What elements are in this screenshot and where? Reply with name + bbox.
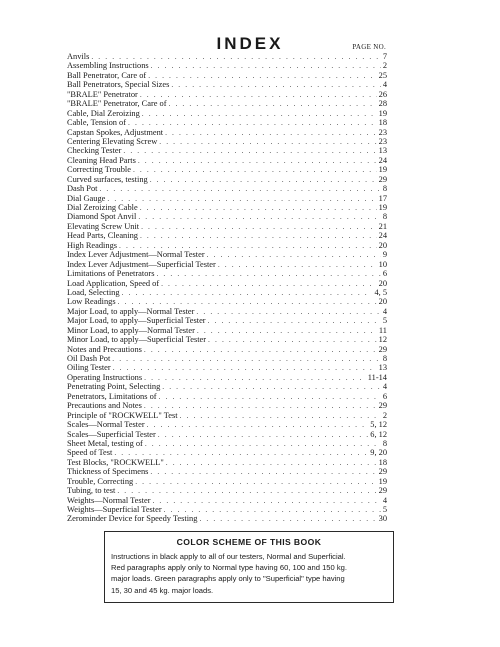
index-entry-page: 20: [378, 278, 387, 288]
index-entry-page: 9, 20: [370, 448, 387, 458]
index-entry-term: Thickness of Specimens: [67, 467, 149, 477]
dot-leader: [138, 156, 377, 165]
index-entry-page: 8: [382, 354, 387, 363]
index-entry-page: 23: [378, 136, 387, 146]
index-entry: [67, 184, 387, 193]
dot-leader: [148, 71, 376, 80]
index-entry-page: 24: [378, 231, 387, 241]
index-entry-page: 5, 12: [370, 420, 387, 430]
page-title: INDEX: [216, 34, 284, 53]
dot-leader: [151, 61, 381, 70]
index-entry-term: Load, Selecting: [67, 287, 120, 297]
index-entry: [67, 420, 387, 429]
index-entry-term: Zerominder Device for Speedy Testing: [67, 514, 198, 524]
index-entry-term: Oiling Tester: [67, 363, 111, 373]
index-entry: [67, 467, 387, 476]
index-entry-page: 21: [378, 221, 387, 231]
index-entry-term: Index Lever Adjustment—Normal Tester: [67, 250, 205, 260]
dot-leader: [142, 109, 377, 118]
index-entry-page: 19: [378, 203, 387, 212]
dot-leader: [147, 420, 369, 429]
index-entry: [67, 307, 387, 316]
index-entries-list: [67, 52, 387, 524]
index-entry-page: 24: [378, 155, 387, 165]
index-entry: [67, 90, 387, 99]
index-entry-term: Weights—Superficial Tester: [67, 505, 162, 514]
index-entry: [67, 335, 387, 344]
index-entry-page: 2: [382, 61, 387, 71]
dot-leader: [138, 212, 380, 221]
index-entry-term: Anvils: [67, 52, 90, 61]
index-entry-page: 19: [378, 476, 387, 486]
color-scheme-box: [104, 531, 394, 603]
dot-leader: [91, 52, 380, 61]
index-entry: [67, 345, 387, 354]
index-entry-page: 2: [382, 410, 387, 420]
dot-leader: [144, 401, 377, 410]
dot-leader: [112, 354, 381, 363]
index-entry-page: 8: [382, 184, 387, 194]
index-entry-term: Precautions and Notes: [67, 401, 142, 411]
index-entry: [67, 128, 387, 137]
index-entry-page: 5: [382, 505, 387, 514]
index-entry: [67, 109, 387, 118]
index-entry-term: Test Blocks, "ROCKWELL": [67, 457, 164, 467]
index-entry-term: Scales—Normal Tester: [67, 420, 145, 430]
dot-leader: [165, 128, 377, 137]
dot-leader: [140, 231, 377, 240]
index-entry: [67, 175, 387, 184]
index-entry: [67, 269, 387, 278]
index-entry-page: 29: [378, 467, 387, 477]
index-entry: [67, 363, 387, 372]
dot-leader: [113, 363, 377, 372]
color-scheme-title: COLOR SCHEME OF THIS BOOK: [176, 537, 322, 547]
index-entry: [67, 448, 387, 457]
index-entry-page: 6: [382, 391, 387, 401]
page-number-column-header: PAGE NO.: [352, 43, 386, 51]
index-entry: [67, 514, 387, 523]
index-entry-page: 4: [382, 80, 387, 90]
index-entry: [67, 297, 387, 306]
index-entry-term: Elevating Screw Unit: [67, 221, 140, 231]
index-entry-page: 26: [378, 89, 387, 99]
index-entry-page: 11-14: [367, 372, 387, 382]
index-entry: [67, 439, 387, 448]
index-entry-term: Limitations of Penetrators: [67, 269, 155, 279]
index-entry: [67, 496, 387, 505]
index-entry-term: Cleaning Head Parts: [67, 155, 136, 165]
index-entry-term: Ball Penetrator, Care of: [67, 70, 147, 80]
index-entry-term: Speed of Test: [67, 448, 113, 458]
dot-leader: [158, 430, 368, 439]
index-entry-term: Minor Load, to apply—Normal Tester: [67, 325, 195, 335]
index-entry: [67, 118, 387, 127]
index-entry-term: Capstan Spokes, Adjustment: [67, 127, 164, 137]
dot-leader: [144, 345, 377, 354]
index-entry: [67, 80, 387, 89]
index-entry-term: Curved surfaces, testing: [67, 174, 148, 184]
dot-leader: [166, 458, 377, 467]
index-entry: [67, 71, 387, 80]
index-entry: [67, 401, 387, 410]
index-entry-page: 8: [382, 212, 387, 222]
index-entry: [67, 203, 387, 212]
index-entry-term: "BRALE" Penetrator, Care of: [67, 99, 167, 109]
dot-leader: [196, 307, 380, 316]
dot-leader: [145, 439, 381, 448]
index-entry-page: 23: [378, 127, 387, 137]
dot-leader: [197, 326, 377, 335]
index-entry-term: Index Lever Adjustment—Superficial Tester: [67, 259, 216, 269]
index-entry-page: 4: [382, 382, 387, 392]
index-entry-term: Load Application, Speed of: [67, 278, 160, 288]
color-scheme-line: Instructions in black apply to all of our testers, Normal and Superficial.: [111, 552, 346, 561]
index-entry-page: 17: [378, 193, 387, 203]
index-entry-page: 29: [378, 174, 387, 184]
index-entry-term: Diamond Spot Anvil: [67, 212, 137, 222]
index-entry-term: Centering Elevating Screw: [67, 136, 158, 146]
dot-leader: [135, 477, 376, 486]
index-entry-term: Major Load, to apply—Superficial Tester: [67, 316, 206, 326]
dot-leader: [159, 137, 376, 146]
index-entry-page: 28: [378, 99, 387, 109]
index-entry: [67, 156, 387, 165]
index-entry: [67, 326, 387, 335]
index-entry-page: 9: [382, 250, 387, 260]
dot-leader: [207, 250, 381, 259]
index-entry-term: Oil Dash Pot: [67, 354, 111, 363]
index-entry: [67, 99, 387, 108]
color-scheme-text: [111, 551, 389, 596]
index-entry: [67, 165, 387, 174]
index-entry-page: 12: [378, 335, 387, 345]
index-entry-page: 5: [382, 316, 387, 326]
index-entry-term: Dash Pot: [67, 184, 98, 194]
index-entry-page: 18: [378, 118, 387, 128]
dot-leader: [161, 279, 377, 288]
index-entry: [67, 61, 387, 70]
index-entry-term: Operating Instructions: [67, 372, 143, 382]
index-entry-page: 4, 5: [374, 287, 387, 297]
color-scheme-line: 15, 30 and 45 kg. major loads.: [111, 585, 214, 595]
index-entry-term: Head Parts, Cleaning: [67, 231, 138, 241]
dot-leader: [162, 382, 381, 391]
index-entry-page: 19: [378, 108, 387, 118]
index-entry: [67, 430, 387, 439]
index-entry-page: 13: [378, 363, 387, 373]
dot-leader: [164, 505, 381, 514]
index-entry: [67, 250, 387, 259]
index-entry-page: 4: [382, 495, 387, 505]
dot-leader: [144, 373, 366, 382]
index-entry: [67, 373, 387, 382]
index-entry: [67, 260, 387, 269]
index-entry: [67, 382, 387, 391]
index-entry-term: Assembling Instructions: [67, 61, 149, 71]
index-entry-term: Trouble, Correcting: [67, 476, 134, 486]
dot-leader: [152, 496, 380, 505]
dot-leader: [140, 90, 377, 99]
index-entry: [67, 477, 387, 486]
index-entry: [67, 279, 387, 288]
dot-leader: [118, 297, 377, 306]
index-entry-term: "BRALE" Penetrator: [67, 89, 138, 99]
dot-leader: [208, 316, 381, 325]
index-entry-page: 6, 12: [370, 429, 387, 439]
dot-leader: [114, 448, 368, 457]
index-entry: [67, 194, 387, 203]
index-entry: [67, 222, 387, 231]
dot-leader: [171, 80, 380, 89]
index-entry: [67, 316, 387, 325]
dot-leader: [218, 260, 377, 269]
dot-leader: [122, 288, 373, 297]
index-entry-term: Cable, Dial Zeroizing: [67, 108, 140, 118]
index-entry-page: 29: [378, 401, 387, 411]
index-entry: [67, 458, 387, 467]
index-entry-page: 25: [378, 70, 387, 80]
dot-leader: [159, 392, 381, 401]
index-entry: [67, 52, 387, 61]
dot-leader: [119, 241, 377, 250]
index-entry-page: 19: [378, 165, 387, 175]
dot-leader: [117, 486, 376, 495]
index-entry-term: Major Load, to apply—Normal Tester: [67, 306, 195, 316]
dot-leader: [99, 184, 380, 193]
index-entry: [67, 411, 387, 420]
index-entry-page: 11: [378, 325, 387, 335]
index-entry-term: Principle of "ROCKWELL" Test: [67, 410, 178, 420]
dot-leader: [140, 203, 377, 212]
index-entry: [67, 392, 387, 401]
index-entry-page: 7: [382, 52, 387, 61]
index-entry-term: Dial Gauge: [67, 193, 106, 203]
index-entry-page: 29: [378, 344, 387, 354]
index-entry-page: 10: [378, 259, 387, 269]
index-entry-term: Weights—Normal Tester: [67, 495, 151, 505]
dot-leader: [156, 269, 380, 278]
color-scheme-line: Red paragraphs apply only to Normal type having 60, 100 and 150 kg.: [111, 563, 347, 573]
index-entry-term: High Readings: [67, 240, 118, 250]
index-entry-page: 20: [378, 240, 387, 250]
index-entry-page: 29: [378, 486, 387, 496]
index-entry-term: Correcting Trouble: [67, 165, 131, 175]
index-entry: [67, 146, 387, 155]
index-entry: [67, 137, 387, 146]
index-entry: [67, 241, 387, 250]
index-entry-page: 20: [378, 297, 387, 307]
dot-leader: [133, 165, 377, 174]
dot-leader: [150, 467, 376, 476]
dot-leader: [199, 514, 376, 523]
index-entry-term: Sheet Metal, testing of: [67, 438, 143, 448]
dot-leader: [180, 411, 381, 420]
index-entry-page: 4: [382, 306, 387, 316]
dot-leader: [150, 175, 377, 184]
index-entry-term: Dial Zeroizing Cable: [67, 203, 138, 212]
index-entry-term: Checking Tester: [67, 146, 122, 156]
index-entry-page: 13: [378, 146, 387, 156]
index-entry-page: 18: [378, 457, 387, 467]
index-entry: [67, 212, 387, 221]
index-entry: [67, 231, 387, 240]
color-scheme-line: major loads. Green paragraphs apply only to "Superficial" type having: [111, 574, 345, 584]
index-entry: [67, 486, 387, 495]
dot-leader: [107, 194, 376, 203]
index-entry-page: 6: [382, 269, 387, 279]
index-entry-term: Scales—Superficial Tester: [67, 429, 156, 439]
dot-leader: [123, 146, 376, 155]
index-entry-term: Low Readings: [67, 297, 116, 307]
index-entry: [67, 354, 387, 363]
index-entry-term: Penetrating Point, Selecting: [67, 382, 161, 392]
dot-leader: [128, 118, 377, 127]
index-entry-page: 8: [382, 438, 387, 448]
index-entry: [67, 288, 387, 297]
index-entry-term: Tubing, to test: [67, 486, 116, 496]
index-entry-term: Notes and Precautions: [67, 344, 142, 354]
dot-leader: [169, 99, 377, 108]
dot-leader: [141, 222, 377, 231]
index-entry-term: Ball Penetrators, Special Sizes: [67, 80, 170, 90]
index-entry-term: Penetrators, Limitations of: [67, 391, 157, 401]
index-entry-term: Minor Load, to apply—Superficial Tester: [67, 335, 207, 345]
index-entry-page: 30: [378, 514, 387, 524]
index-entry: [67, 505, 387, 514]
index-entry-term: Cable, Tension of: [67, 118, 127, 128]
dot-leader: [208, 335, 377, 344]
